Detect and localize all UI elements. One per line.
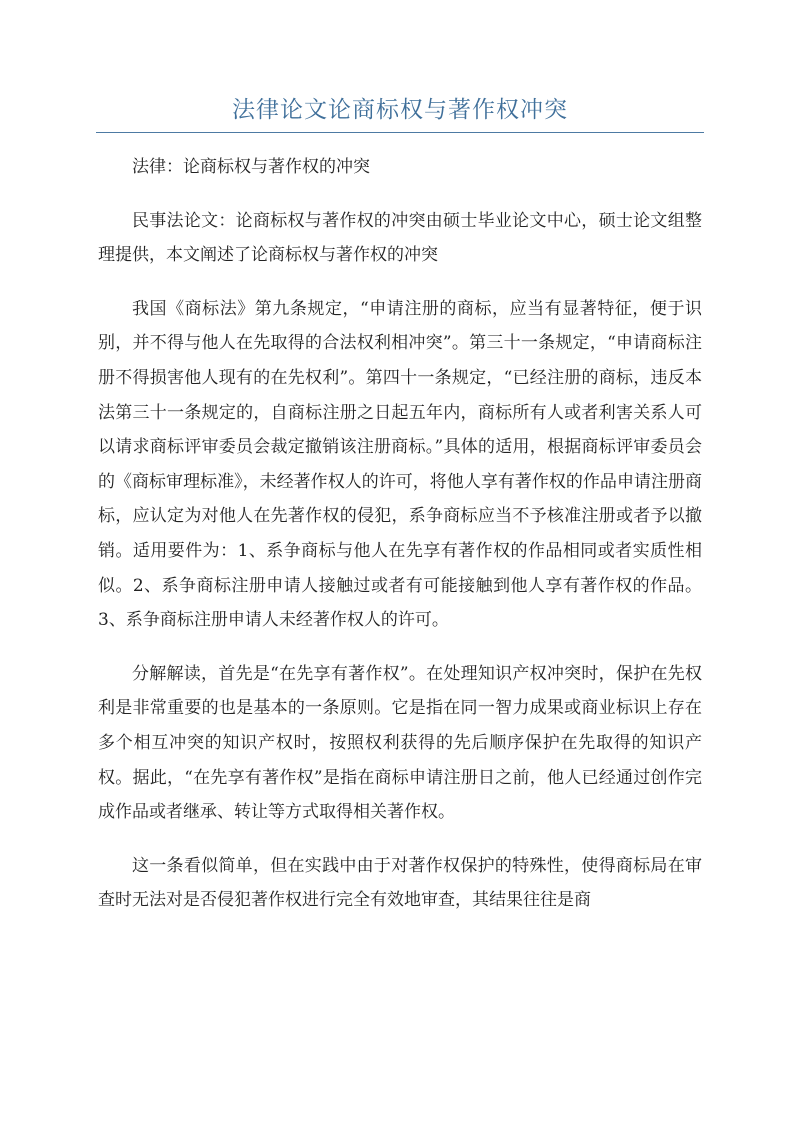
document-body bbox=[98, 150, 702, 937]
paragraph-subtitle: 法律：论商标权与著作权的冲突 bbox=[132, 157, 370, 177]
paragraph-source-note: 民事法论文：论商标权与著作权的冲突由硕士毕业论文中心，硕士论文组整理提供，本文阐述了论商标权与著作权的冲突 bbox=[98, 210, 702, 266]
title-underline bbox=[96, 132, 704, 133]
paragraph-practice: 这一条看似简单，但在实践中由于对著作权保护的特殊性，使得商标局在审查时无法对是否侵犯著作权进行完全有效地审查，其结果往往是商 bbox=[98, 855, 702, 911]
document-title: 法律论文论商标权与著作权冲突 bbox=[232, 97, 568, 123]
paragraph-trademark-law: 我国《商标法》第九条规定，“申请注册的商标，应当有显著特征，便于识别，并不得与他人在先取得的合法权利相冲突”。第三十一条规定，“申请商标注册不得损害他人现有的在先权利”。第四十一条规定，“已经注册的商标，违反本法第三十一条规定的，自商标注册之日起五年内，商标所有人或者利害关系人可以请求商标评审委员会裁定撤销该注册商标。”具体的适用，根据商标评审委员会的《商标审理标准》，未经著作权人的许可，将他人享有著作权的作品申请注册商标，应认定为对他人在先著作权的侵犯，系争商标应当不予核准注册或者予以撤销。适用要件为：1、系争商标与他人在先享有著作权的作品相同或者实质性相似。2、系争商标注册申请人接触过或者有可能接触到他人享有著作权的作品。3、系争商标注册申请人未经著作权人的许可。 bbox=[98, 298, 702, 631]
paragraph-prior-copyright: 分解解读，首先是“在先享有著作权”。在处理知识产权冲突时，保护在先权利是非常重要的也是基本的一条原则。它是指在同一智力成果或商业标识上存在多个相互冲突的知识产权时，按照权利获得的先后顺序保护在先取得的知识产权。据此，“在先享有著作权”是指在商标申请注册日之前，他人已经通过创作完成作品或者继承、转让等方式取得相关著作权。 bbox=[98, 663, 702, 823]
